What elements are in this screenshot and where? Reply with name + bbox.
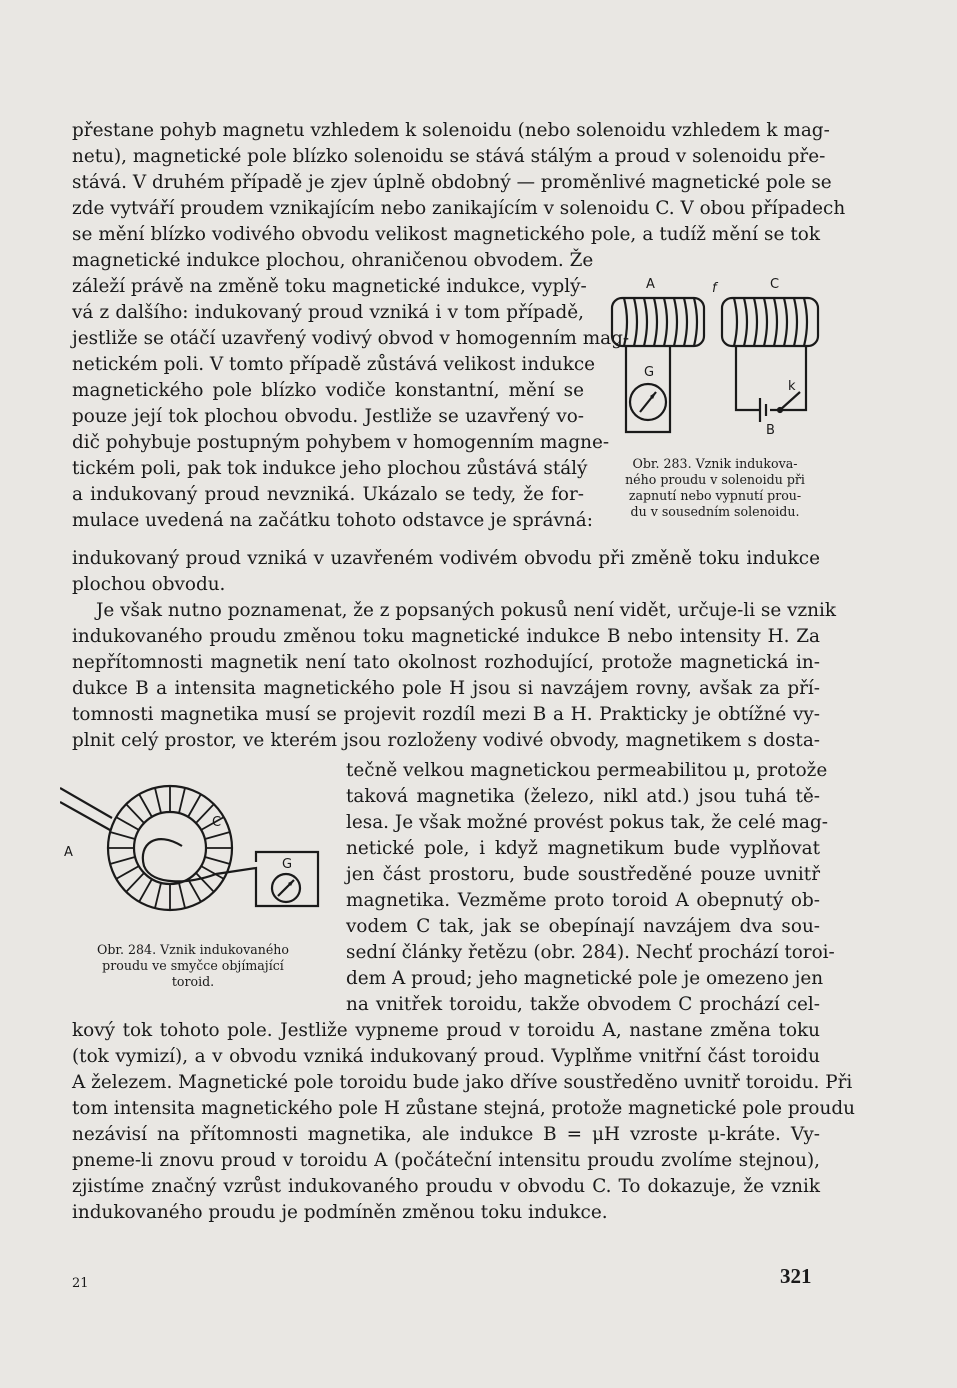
text-line: magnetického pole blízko vodiče konstantní, mění se (72, 380, 584, 401)
text-line: plnit celý prostor, ve kterém jsou rozloženy vodivé obvody, magnetikem s dosta- (72, 730, 820, 751)
text-line: vodem C tak, jak se obepínají navzájem dva sou- (346, 916, 820, 937)
printer-signature: 21 (72, 1276, 89, 1291)
text-line: jestliže se otáčí uzavřený vodivý obvod v homogenním mag- (72, 328, 630, 349)
text-line: dem A proud; jeho magnetické pole je omezeno jen (346, 968, 824, 989)
caption-line: Obr. 283. Vznik indukova- (632, 456, 798, 471)
text-line: dič pohybuje postupným pohybem v homogenním magne- (72, 432, 610, 453)
text-line: magnetické indukce plochou, ohraničenou obvodem. Že (72, 250, 594, 271)
text-line: na vnitřek toroidu, takže obvodem C prochází cel- (346, 994, 820, 1015)
text-line: netu), magnetické pole blízko solenoidu se stává stálým a proud v solenoidu pře- (72, 146, 826, 167)
text-line: indukovaného proudu je podmíněn změnou toku indukce. (72, 1202, 608, 1223)
text-line: nezávisí na přítomnosti magnetika, ale indukce B = μH vzroste μ-kráte. Vy- (72, 1124, 820, 1145)
text-line: mulace uvedená na začátku tohoto odstavce je správná: (72, 510, 593, 531)
text-line: indukovaného proudu změnou toku magnetické indukce B nebo intensity H. Za (72, 626, 820, 647)
figure-284 (60, 768, 330, 938)
text-line: taková magnetika (železo, nikl atd.) jsou tuhá tě- (346, 786, 820, 807)
fig283-label-G: G (644, 365, 655, 380)
text-line: tom intensita magnetického pole H zůstane stejná, protože magnetické pole proudu (72, 1098, 855, 1119)
text-line: pneme-li znovu proud v toroidu A (počáteční intensitu proudu zvolíme stejnou), (72, 1150, 820, 1171)
fig283-label-C: C (770, 277, 780, 292)
text-line: netickém poli. V tomto případě zůstává velikost indukce (72, 354, 596, 375)
text-line: (tok vymizí), a v obvodu vzniká indukovaný proud. Vyplňme vnitřní část toroidu (72, 1046, 820, 1067)
fig283-label-f: f (712, 281, 717, 296)
text-line: lesa. Je však možné provést pokus tak, že celé mag- (346, 812, 829, 833)
text-line: zde vytváří proudem vznikajícím nebo zanikajícím v solenoidu C. V obou případech (72, 198, 846, 219)
text-line: pouze její tok plochou obvodu. Jestliže se uzavřený vo- (72, 406, 584, 427)
text-line: jen část prostoru, bude soustředěné pouze uvnitř (346, 864, 820, 885)
text-line: tickém poli, pak tok indukce jeho plochou zůstává stálý (72, 458, 588, 479)
caption-line: toroid. (171, 974, 215, 989)
text-line: stává. V druhém případě je zjev úplně obdobný — proměnlivé magnetické pole se (72, 172, 832, 193)
caption-line: proudu ve smyčce objímající (102, 958, 284, 973)
text-line: tomnosti magnetika musí se projevit rozdíl mezi B a H. Prakticky je obtížné vy- (72, 704, 820, 725)
fig284-label-G: G (282, 857, 293, 872)
text-line: dukce B a intensita magnetického pole H jsou si navzájem rovny, avšak za pří- (72, 678, 820, 699)
text-line: vá z dalšího: indukovaný proud vzniká i v tom případě, (72, 302, 584, 323)
page-number: 321 (780, 1264, 812, 1288)
text-line: kový tok tohoto pole. Jestliže vypneme proud v toroidu A, nastane změna toku (72, 1020, 820, 1041)
text-line: a indukovaný proud nevzniká. Ukázalo se tedy, že for- (72, 484, 584, 505)
caption-line: du v sousedním solenoidu. (630, 504, 800, 519)
text-line: záleží právě na změně toku magnetické indukce, vyplý- (72, 276, 587, 297)
text-line: zjistíme značný vzrůst indukovaného proudu v obvodu C. To dokazuje, že vznik (72, 1176, 820, 1197)
fig284-label-A: A (64, 845, 73, 860)
caption-line: Obr. 284. Vznik indukovaného (97, 942, 289, 957)
text-line: A železem. Magnetické pole toroidu bude jako dříve soustředěno uvnitř toroidu. Při (72, 1072, 853, 1093)
text-line: indukovaný proud vzniká v uzavřeném vodivém obvodu při změně toku indukce (72, 548, 820, 569)
text-line: se mění blízko vodivého obvodu velikost magnetického pole, a tudíž mění se tok (72, 224, 820, 245)
text-line: sední články řetězu (obr. 284). Nechť prochází toroi- (346, 942, 835, 963)
text-line: přestane pohyb magnetu vzhledem k solenoidu (nebo solenoidu vzhledem k mag- (72, 120, 830, 141)
caption-line: zapnutí nebo vypnutí prou- (628, 488, 802, 503)
text-line: tečně velkou magnetickou permeabilitou μ, protože (346, 760, 828, 781)
fig284-label-C: C (212, 815, 222, 830)
text-line: Je však nutno poznamenat, že z popsaných pokusů není vidět, určuje-li se vznik (96, 600, 837, 621)
text-line: magnetika. Vezměme proto toroid A obepnutý ob- (346, 890, 820, 911)
text-line: plochou obvodu. (72, 574, 226, 595)
figure-283 (600, 270, 830, 450)
caption-line: ného proudu v solenoidu při (625, 472, 805, 487)
text-line: nepřítomnosti magnetik není tato okolnost rozhodující, protože magnetická in- (72, 652, 820, 673)
fig283-label-A: A (646, 277, 655, 292)
fig283-label-B: B (766, 423, 775, 438)
fig283-label-k: k (788, 379, 796, 394)
text-line: netické pole, i když magnetikum bude vyplňovat (346, 838, 820, 859)
